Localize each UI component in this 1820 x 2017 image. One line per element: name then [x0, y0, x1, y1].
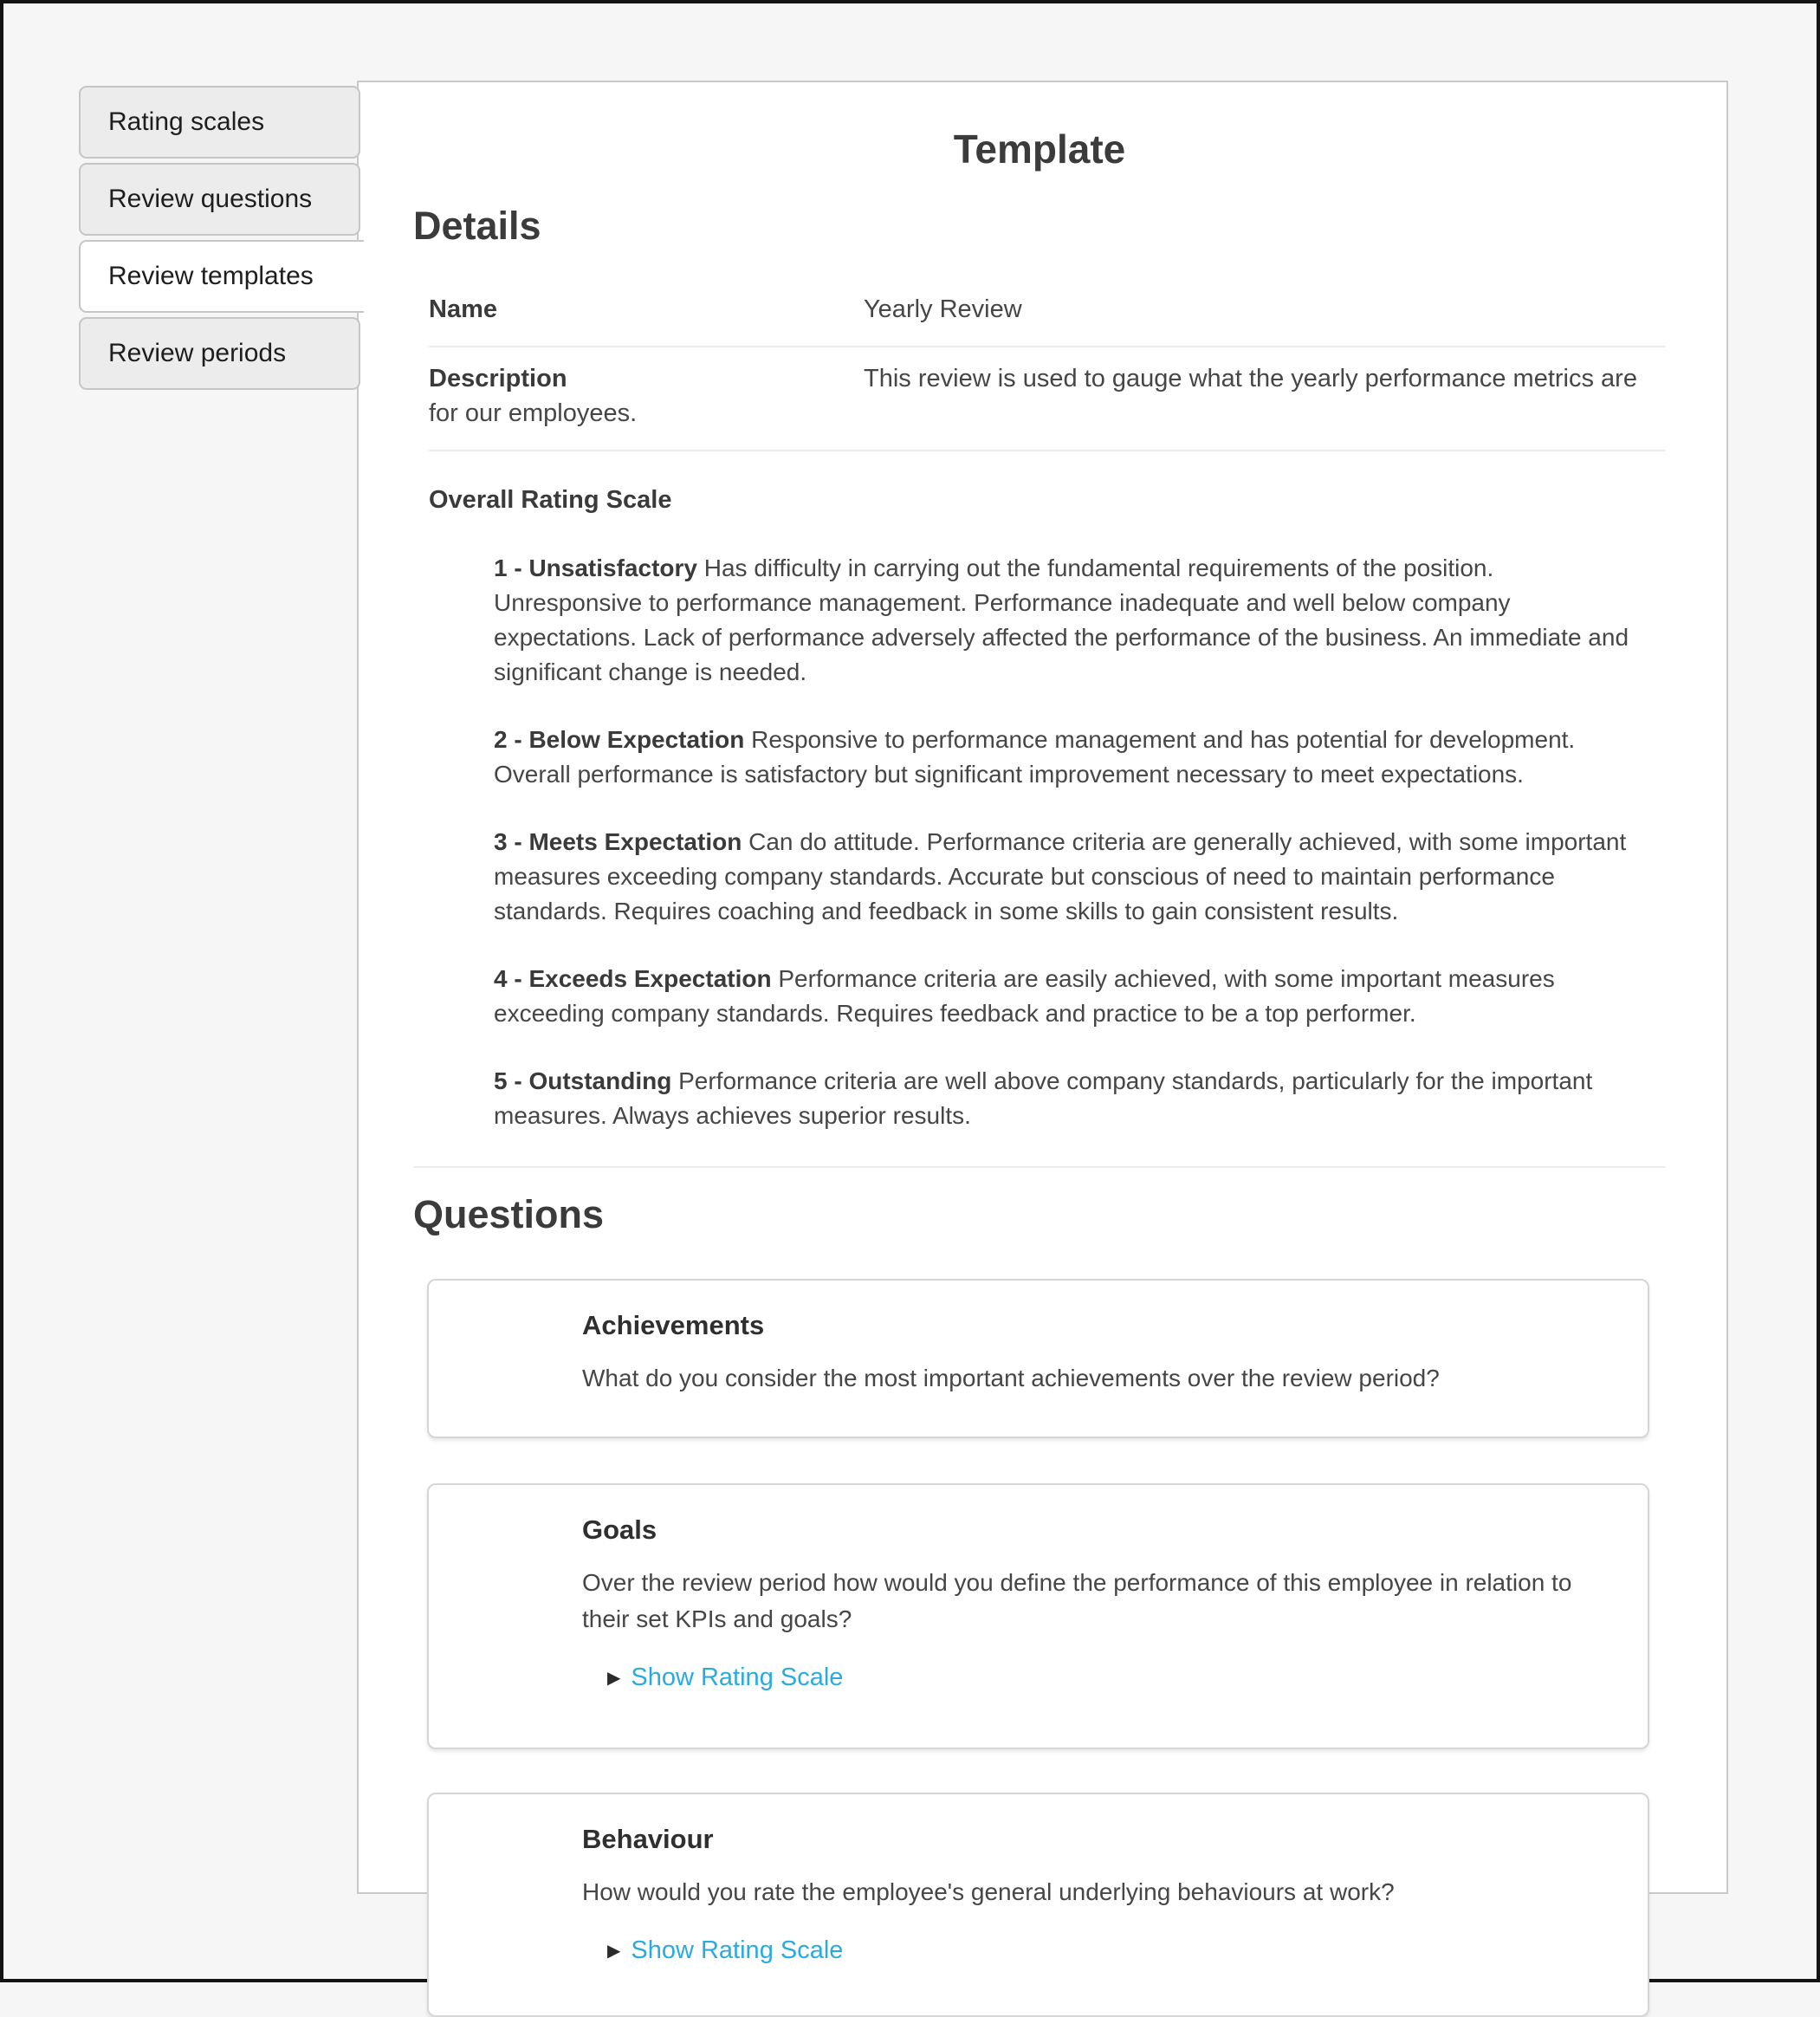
tab-review-questions[interactable]: [79, 163, 360, 236]
name-label: Name: [429, 295, 497, 323]
rating-item-label: 1 - Unsatisfactory: [494, 555, 697, 581]
question-title: Behaviour: [582, 1824, 714, 1854]
questions-heading: Questions: [413, 1192, 605, 1236]
show-rating-scale-link-behaviour[interactable]: [607, 1936, 1613, 1965]
question-title: Achievements: [582, 1310, 765, 1340]
description-label: Description: [429, 365, 567, 392]
rating-scale-list: [494, 551, 1646, 1133]
question-title: Goals: [582, 1514, 657, 1545]
question-card-behaviour: [427, 1793, 1649, 2017]
question-text: How would you rate the employee's general underlying behaviours at work?: [582, 1878, 1395, 1905]
rating-item-label: 2 - Below Expectation: [494, 726, 745, 753]
show-rating-scale-link-goals[interactable]: [607, 1664, 1613, 1692]
rating-item-label: 3 - Meets Expectation: [494, 828, 742, 855]
show-rating-scale-label: Show Rating Scale: [631, 1936, 844, 1964]
description-row: [429, 347, 1666, 451]
question-card-achievements: [427, 1279, 1649, 1438]
details-heading: Details: [413, 204, 541, 248]
question-card-goals: [427, 1483, 1649, 1749]
overall-rating-scale-label: Overall Rating Scale: [429, 486, 672, 514]
rating-item-text: Has difficulty in carrying out the fundamental requirements of the position. Unresponsive to performance management. Performance inadequate and well below company expectations. Lack of performance adversely affected the performance of the business. An immediate and significant change is needed.: [494, 555, 1629, 685]
rating-item-label: 4 - Exceeds Expectation: [494, 965, 772, 992]
rating-item-text: Performance criteria are well above company standards, particularly for the important measures. Always achieves superior results.: [494, 1067, 1593, 1129]
show-rating-scale-label: Show Rating Scale: [631, 1664, 844, 1691]
page-title: Template: [953, 126, 1126, 172]
tab-label: Review templates: [108, 262, 314, 290]
rating-item-1: [494, 551, 1646, 690]
review-template-panel: [357, 81, 1728, 1964]
rating-item-3: [494, 825, 1646, 929]
triangle-right-icon: ▶: [607, 1668, 621, 1688]
rating-item-text: Responsive to performance management and has potential for development. Overall performance is satisfactory but significant improvement necessary to meet expectations.: [494, 726, 1576, 788]
rating-item-4: [494, 962, 1646, 1031]
tab-label: Review questions: [108, 185, 313, 213]
tab-label: Rating scales: [108, 107, 265, 136]
rating-item-2: [494, 723, 1646, 792]
tab-review-templates[interactable]: [79, 240, 364, 313]
name-value: Yearly Review: [864, 295, 1022, 323]
tab-review-periods[interactable]: [79, 317, 360, 390]
rating-item-text: Performance criteria are easily achieved, with some important measures exceeding company standards. Requires feedback and practice to be a top performer.: [494, 965, 1555, 1027]
rating-item-5: [494, 1064, 1646, 1133]
tab-rating-scales[interactable]: [79, 86, 360, 159]
description-value: This review is used to gauge what the yearly performance metrics are for our employees.: [429, 365, 1637, 427]
rating-item-label: 5 - Outstanding: [494, 1067, 672, 1094]
question-text: What do you consider the most important achievements over the review period?: [582, 1365, 1440, 1391]
question-text: Over the review period how would you define the performance of this employee in relation to their set KPIs and goals?: [582, 1569, 1572, 1632]
triangle-right-icon: ▶: [607, 1941, 621, 1961]
tab-label: Review periods: [108, 339, 287, 367]
section-divider: [413, 1166, 1666, 1168]
name-row: [429, 278, 1666, 347]
details-rows: [429, 278, 1666, 451]
rating-item-text: Can do attitude. Performance criteria are generally achieved, with some important measures exceeding company standards. Accurate but conscious of need to maintain performance standards. Requires coaching and feedback in some skills to gain consistent results.: [494, 828, 1627, 924]
